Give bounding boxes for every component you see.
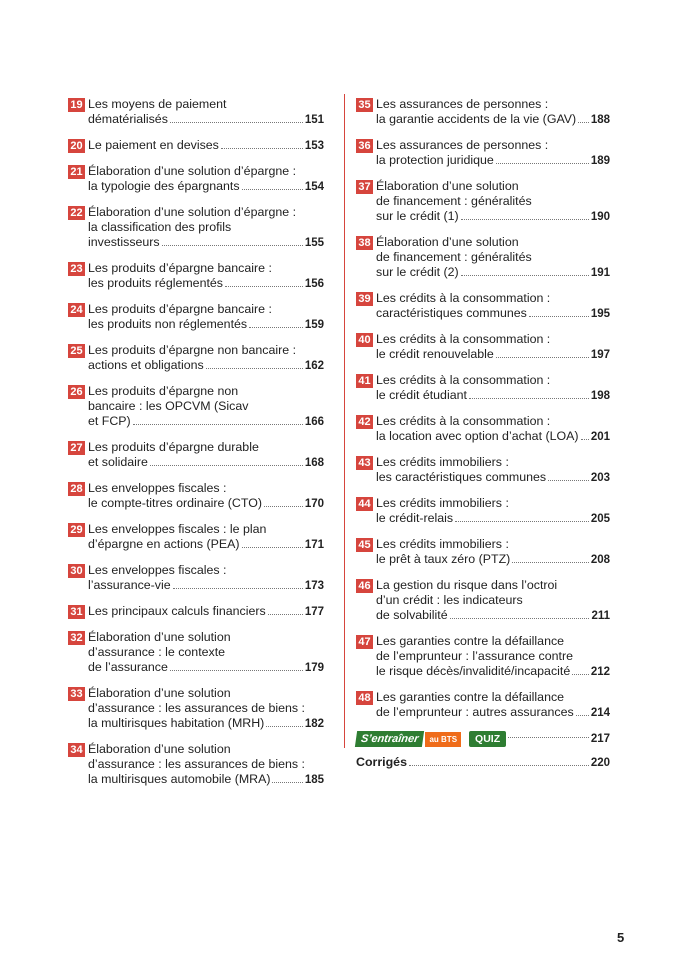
- page-ref: 166: [304, 416, 324, 428]
- toc-entry-26[interactable]: [68, 384, 324, 430]
- entry-title-line: la multirisques habitation (MRH): [88, 716, 265, 730]
- page-ref: 177: [304, 606, 324, 618]
- chapter-number-badge: 48: [356, 691, 373, 705]
- entry-title-line: Le paiement en devises: [88, 138, 219, 152]
- chapter-number-badge: 24: [68, 303, 85, 317]
- page-ref: 220: [590, 757, 610, 769]
- toc-entry-sentrainer-quiz[interactable]: [356, 731, 610, 747]
- leader-dots: [225, 286, 303, 287]
- entry-title-line: Les assurances de personnes :: [376, 138, 549, 152]
- entry-title-line: Les principaux calculs financiers: [88, 604, 266, 618]
- page-ref: 153: [304, 140, 324, 152]
- chapter-number-badge: 19: [68, 98, 85, 112]
- chapter-number-badge: 41: [356, 374, 373, 388]
- chapter-number-badge: 32: [68, 631, 85, 645]
- page-ref: 205: [590, 513, 610, 525]
- entry-title-line: Élaboration d’une solution: [88, 742, 231, 756]
- toc-entry-24[interactable]: [68, 302, 324, 333]
- entry-title: [376, 690, 610, 721]
- chapter-number-badge: 30: [68, 564, 85, 578]
- leader-dots: [266, 726, 303, 727]
- leader-dots: [581, 439, 589, 440]
- entry-title-line: Les produits d’épargne bancaire :: [88, 261, 272, 275]
- entry-title-line: l’assurance-vie: [88, 578, 171, 592]
- leader-dots: [512, 562, 589, 563]
- entry-title: [88, 604, 324, 620]
- page-ref: 189: [590, 155, 610, 167]
- entry-title-line: et FCP): [88, 414, 131, 428]
- leader-dots: [133, 424, 303, 425]
- chapter-number-badge: 34: [68, 743, 85, 757]
- page-ref: 159: [304, 319, 324, 331]
- entry-last-line: [376, 209, 610, 225]
- leader-dots: [508, 737, 589, 738]
- entry-last-line: [376, 306, 610, 322]
- toc-entry-corriges[interactable]: [356, 755, 610, 769]
- toc-entry-42[interactable]: [356, 414, 610, 445]
- entry-title: [376, 179, 610, 225]
- entry-title: [376, 414, 610, 445]
- page-ref: 155: [304, 237, 324, 249]
- chapter-number-badge: 39: [356, 292, 373, 306]
- toc-entry-34[interactable]: [68, 742, 324, 788]
- toc-entry-22[interactable]: [68, 205, 324, 251]
- page-ref: 151: [304, 114, 324, 126]
- page-ref: 162: [304, 360, 324, 372]
- entry-title-line: les produits réglementés: [88, 276, 223, 290]
- page-ref: 185: [304, 774, 324, 786]
- toc-entry-45[interactable]: [356, 537, 610, 568]
- bts-badge: au BTS: [425, 732, 461, 747]
- toc-entry-21[interactable]: [68, 164, 324, 195]
- leader-dots: [496, 163, 589, 164]
- entry-last-line: [376, 608, 610, 624]
- entry-last-line: [88, 276, 324, 292]
- sentrainer-badge: S’entraîner: [355, 731, 425, 747]
- page-ref: 190: [590, 211, 610, 223]
- entry-title: [88, 261, 324, 292]
- leader-dots: [461, 275, 589, 276]
- page-ref: 212: [590, 666, 610, 678]
- chapter-number-badge: 44: [356, 497, 373, 511]
- entry-last-line: [376, 265, 610, 281]
- entry-last-line: [88, 660, 324, 676]
- entry-title: [376, 97, 610, 128]
- entry-last-line: [376, 470, 610, 486]
- entry-title-line: Élaboration d’une solution d’épargne :: [88, 205, 297, 219]
- entry-title-line: la multirisques automobile (MRA): [88, 772, 271, 786]
- entry-title-line: les caractéristiques communes: [376, 470, 547, 484]
- page-ref: 182: [304, 718, 324, 730]
- toc-right-column: [356, 97, 610, 769]
- entry-title-line: Les crédits immobiliers :: [376, 496, 509, 510]
- entry-title-line: le risque décès/invalidité/incapacité: [376, 664, 571, 678]
- toc-entry-38[interactable]: [356, 235, 610, 281]
- entry-title-line: Les enveloppes fiscales :: [88, 481, 227, 495]
- page-ref: 198: [590, 390, 610, 402]
- page-ref: 214: [590, 707, 610, 719]
- entry-title-line: Les crédits à la consommation :: [376, 291, 551, 305]
- page-ref: 173: [304, 580, 324, 592]
- entry-last-line: [376, 112, 610, 128]
- entry-last-line: [88, 455, 324, 471]
- toc-entry-20[interactable]: [68, 138, 324, 154]
- entry-title-line: les produits non réglementés: [88, 317, 248, 331]
- entry-title: [88, 630, 324, 676]
- entry-title-line: Les crédits à la consommation :: [376, 414, 551, 428]
- entry-title-line: Les produits d’épargne bancaire :: [88, 302, 272, 316]
- entry-title: [376, 455, 610, 486]
- entry-last-line: [376, 552, 610, 568]
- leader-dots: [206, 368, 303, 369]
- entry-title: [376, 578, 610, 624]
- entry-title: [376, 332, 610, 363]
- entry-title: [88, 97, 324, 128]
- entry-last-line: [88, 578, 324, 594]
- entry-title-line: le compte-titres ordinaire (CTO): [88, 496, 262, 510]
- leader-dots: [272, 782, 302, 783]
- entry-title-line: de solvabilité: [376, 608, 448, 622]
- toc-left-column: [68, 97, 324, 798]
- leader-dots: [170, 122, 303, 123]
- entry-title-line: le crédit-relais: [376, 511, 454, 525]
- entry-title-line: de l’emprunteur : l’assurance contre: [376, 649, 573, 663]
- entry-title-line: la classification des profils: [88, 220, 232, 234]
- entry-last-line: [88, 604, 324, 620]
- toc-entry-48[interactable]: [356, 690, 610, 721]
- corriges-label: Corrigés: [356, 755, 407, 769]
- entry-title-line: Élaboration d’une solution: [88, 630, 231, 644]
- chapter-number-badge: 42: [356, 415, 373, 429]
- chapter-number-badge: 31: [68, 605, 85, 619]
- toc-entry-37[interactable]: [356, 179, 610, 225]
- entry-title-line: dématérialisés: [88, 112, 168, 126]
- chapter-number-badge: 46: [356, 579, 373, 593]
- entry-title: [88, 686, 324, 732]
- leader-dots: [264, 506, 303, 507]
- entry-last-line: [376, 429, 610, 445]
- entry-title: [88, 164, 324, 195]
- leader-dots: [578, 122, 589, 123]
- entry-last-line: [88, 496, 324, 512]
- entry-title-line: Les assurances de personnes :: [376, 97, 549, 111]
- chapter-number-badge: 33: [68, 687, 85, 701]
- leader-dots: [572, 674, 589, 675]
- toc-entry-35[interactable]: [356, 97, 610, 128]
- leader-dots: [576, 715, 589, 716]
- entry-title: [88, 384, 324, 430]
- entry-title-line: Les enveloppes fiscales : le plan: [88, 522, 267, 536]
- entry-title-line: la location avec option d’achat (LOA): [376, 429, 579, 443]
- entry-title-line: la typologie des épargnants: [88, 179, 240, 193]
- entry-title-line: Les moyens de paiement: [88, 97, 227, 111]
- entry-title-line: de financement : généralités: [376, 250, 532, 264]
- chapter-number-badge: 26: [68, 385, 85, 399]
- entry-title: [376, 291, 610, 322]
- toc-entry-47[interactable]: [356, 634, 610, 680]
- column-divider: [344, 94, 345, 748]
- entry-title: [88, 302, 324, 333]
- page-number: 5: [617, 930, 625, 945]
- entry-title-line: caractéristiques communes: [376, 306, 527, 320]
- entry-last-line: [88, 179, 324, 195]
- entry-last-line: [88, 138, 324, 154]
- entry-title-line: d’assurance : les assurances de biens :: [88, 701, 305, 715]
- leader-dots: [450, 618, 590, 619]
- entry-last-line: [376, 153, 610, 169]
- entry-title-line: Élaboration d’une solution: [376, 235, 519, 249]
- leader-dots: [268, 614, 303, 615]
- entry-last-line: [88, 358, 324, 374]
- page-ref: 191: [590, 267, 610, 279]
- entry-title-line: d’épargne en actions (PEA): [88, 537, 240, 551]
- leader-dots: [170, 670, 303, 671]
- entry-title-line: Élaboration d’une solution: [88, 686, 231, 700]
- entry-title-line: Les garanties contre la défaillance: [376, 690, 565, 704]
- leader-dots: [529, 316, 589, 317]
- chapter-number-badge: 36: [356, 139, 373, 153]
- entry-title-line: le prêt à taux zéro (PTZ): [376, 552, 511, 566]
- leader-dots: [469, 398, 589, 399]
- entry-title: [88, 742, 324, 788]
- leader-dots: [461, 219, 589, 220]
- entry-title: [376, 496, 610, 527]
- entry-title-line: bancaire : les OPCVM (Sicav: [88, 399, 249, 413]
- entry-last-line: [376, 664, 610, 680]
- entry-title: [376, 537, 610, 568]
- toc-entry-25[interactable]: [68, 343, 324, 374]
- chapter-number-badge: 25: [68, 344, 85, 358]
- entry-last-line: [88, 772, 324, 788]
- entry-title-line: investisseurs: [88, 235, 160, 249]
- chapter-number-badge: 38: [356, 236, 373, 250]
- entry-title: [376, 235, 610, 281]
- leader-dots: [150, 465, 303, 466]
- entry-last-line: [376, 347, 610, 363]
- leader-dots: [173, 588, 303, 589]
- toc-entry-30[interactable]: [68, 563, 324, 594]
- entry-last-line: [376, 511, 610, 527]
- entry-title-line: le crédit étudiant: [376, 388, 467, 402]
- entry-title-line: Les crédits immobiliers :: [376, 537, 509, 551]
- chapter-number-badge: 20: [68, 139, 85, 153]
- toc-entry-39[interactable]: [356, 291, 610, 322]
- entry-title: [88, 440, 324, 471]
- entry-title-line: d’assurance : le contexte: [88, 645, 226, 659]
- entry-title-line: Les produits d’épargne durable: [88, 440, 259, 454]
- entry-last-line: [88, 112, 324, 128]
- entry-title: [88, 138, 324, 154]
- leader-dots: [221, 148, 303, 149]
- entry-last-line: [88, 235, 324, 251]
- chapter-number-badge: 28: [68, 482, 85, 496]
- entry-title: [88, 481, 324, 512]
- page-ref: 154: [304, 181, 324, 193]
- entry-last-line: [88, 716, 324, 732]
- entry-title-line: Les enveloppes fiscales :: [88, 563, 227, 577]
- entry-last-line: [88, 537, 324, 553]
- toc-entry-43[interactable]: [356, 455, 610, 486]
- entry-title-line: Les produits d’épargne non bancaire :: [88, 343, 297, 357]
- toc-entry-29[interactable]: [68, 522, 324, 553]
- entry-title-line: la protection juridique: [376, 153, 494, 167]
- page-ref: 171: [304, 539, 324, 551]
- chapter-number-badge: 47: [356, 635, 373, 649]
- chapter-number-badge: 29: [68, 523, 85, 537]
- leader-dots: [455, 521, 589, 522]
- toc-entry-44[interactable]: [356, 496, 610, 527]
- entry-title-line: le crédit renouvelable: [376, 347, 494, 361]
- chapter-number-badge: 23: [68, 262, 85, 276]
- chapter-number-badge: 40: [356, 333, 373, 347]
- entry-title: [88, 522, 324, 553]
- entry-last-line: [376, 388, 610, 404]
- entry-title-line: d’un crédit : les indicateurs: [376, 593, 523, 607]
- toc-entry-27[interactable]: [68, 440, 324, 471]
- toc-entry-46[interactable]: [356, 578, 610, 624]
- toc-entry-23[interactable]: [68, 261, 324, 292]
- entry-title: [376, 634, 610, 680]
- entry-title-line: Les crédits à la consommation :: [376, 332, 551, 346]
- entry-title-line: d’assurance : les assurances de biens :: [88, 757, 305, 771]
- entry-title-line: Les crédits à la consommation :: [376, 373, 551, 387]
- entry-last-line: [376, 705, 610, 721]
- page-ref: 188: [590, 114, 610, 126]
- toc-entry-19[interactable]: [68, 97, 324, 128]
- chapter-number-badge: 45: [356, 538, 373, 552]
- entry-title: [376, 138, 610, 169]
- leader-dots: [242, 189, 303, 190]
- page-ref: 179: [304, 662, 324, 674]
- toc-entry-36[interactable]: [356, 138, 610, 169]
- entry-title-line: sur le crédit (1): [376, 209, 459, 223]
- quiz-badge: QUIZ: [469, 731, 506, 747]
- page-ref: 217: [590, 733, 610, 745]
- leader-dots: [162, 245, 303, 246]
- page-ref: 201: [590, 431, 610, 443]
- entry-title-line: et solidaire: [88, 455, 148, 469]
- leader-dots: [548, 480, 589, 481]
- chapter-number-badge: 43: [356, 456, 373, 470]
- entry-title: [88, 563, 324, 594]
- entry-title-line: Les produits d’épargne non: [88, 384, 239, 398]
- page-ref: 156: [304, 278, 324, 290]
- page-ref: 170: [304, 498, 324, 510]
- chapter-number-badge: 27: [68, 441, 85, 455]
- page-ref: 203: [590, 472, 610, 484]
- entry-title: [88, 343, 324, 374]
- entry-title: [88, 205, 324, 251]
- toc-entry-41[interactable]: [356, 373, 610, 404]
- entry-title-line: Élaboration d’une solution: [376, 179, 519, 193]
- page-ref: 195: [590, 308, 610, 320]
- toc-entry-33[interactable]: [68, 686, 324, 732]
- page-ref: 168: [304, 457, 324, 469]
- entry-title-line: de financement : généralités: [376, 194, 532, 208]
- entry-title-line: la garantie accidents de la vie (GAV): [376, 112, 577, 126]
- page-ref: 208: [590, 554, 610, 566]
- entry-title-line: Les crédits immobiliers :: [376, 455, 509, 469]
- chapter-number-badge: 37: [356, 180, 373, 194]
- toc-entry-32[interactable]: [68, 630, 324, 676]
- leader-dots: [496, 357, 589, 358]
- chapter-number-badge: 35: [356, 98, 373, 112]
- entry-title-line: sur le crédit (2): [376, 265, 459, 279]
- entry-title-line: La gestion du risque dans l’octroi: [376, 578, 558, 592]
- chapter-number-badge: 21: [68, 165, 85, 179]
- entry-title-line: de l’assurance: [88, 660, 168, 674]
- entry-title-line: Les garanties contre la défaillance: [376, 634, 565, 648]
- page-ref: 211: [591, 610, 610, 622]
- leader-dots: [249, 327, 303, 328]
- entry-title-line: Élaboration d’une solution d’épargne :: [88, 164, 297, 178]
- toc-entry-28[interactable]: [68, 481, 324, 512]
- toc-entry-40[interactable]: [356, 332, 610, 363]
- entry-title-line: de l’emprunteur : autres assurances: [376, 705, 574, 719]
- toc-entry-31[interactable]: [68, 604, 324, 620]
- leader-dots: [242, 547, 303, 548]
- entry-title-line: actions et obligations: [88, 358, 204, 372]
- chapter-number-badge: 22: [68, 206, 85, 220]
- page-ref: 197: [590, 349, 610, 361]
- entry-title: [376, 373, 610, 404]
- leader-dots: [409, 765, 589, 766]
- entry-last-line: [88, 414, 324, 430]
- entry-last-line: [88, 317, 324, 333]
